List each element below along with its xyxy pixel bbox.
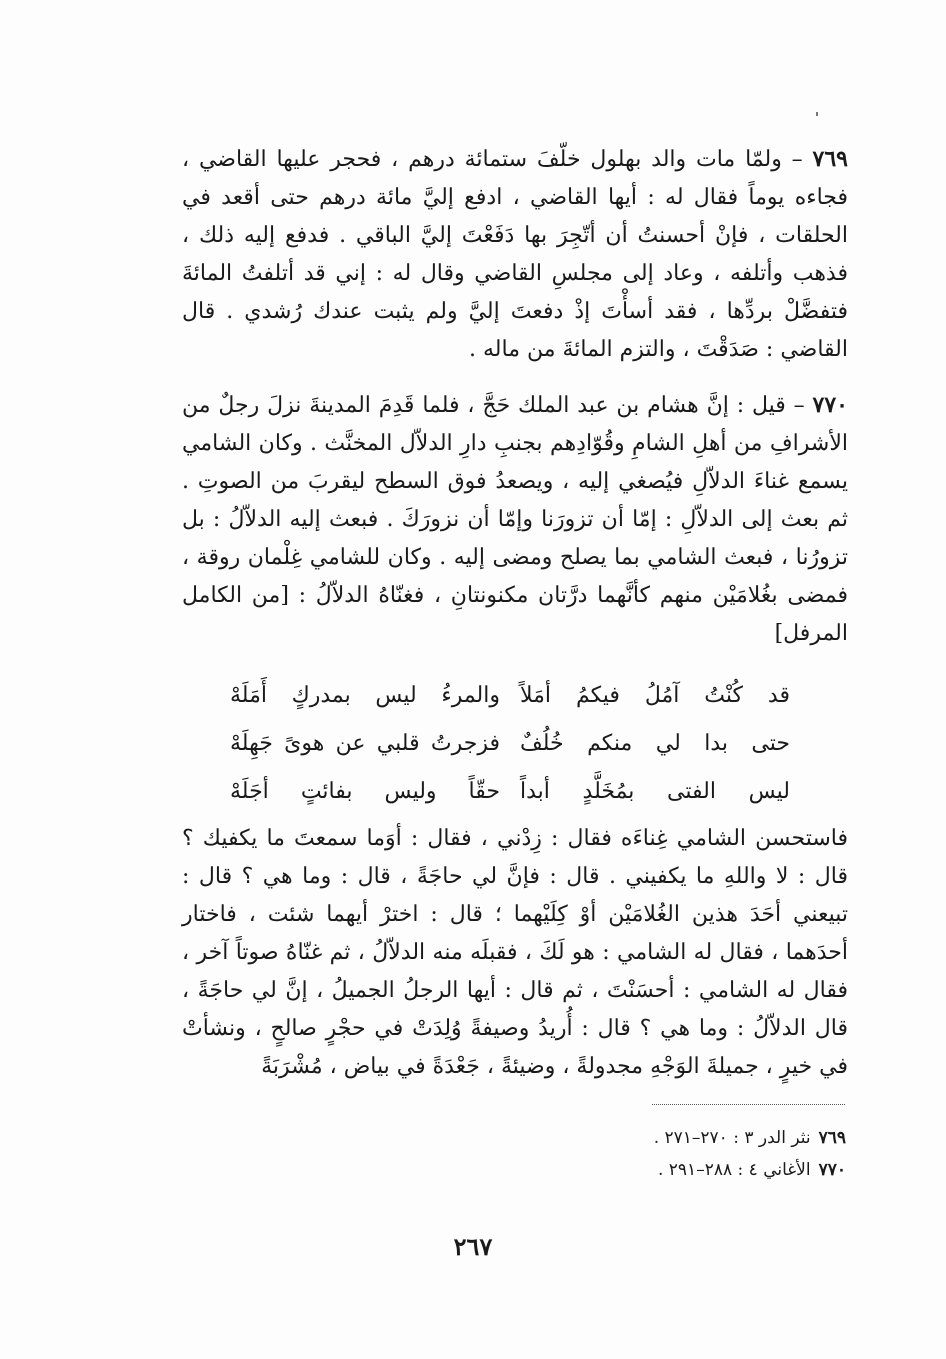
footnote-number: ٧٧٠ xyxy=(818,1160,846,1180)
footnote-item xyxy=(654,1122,846,1154)
verse-first-hemistich: ليس الفتى بمُخَلَّدٍ أبداً xyxy=(520,779,790,804)
footnote-divider xyxy=(652,1104,845,1105)
verse-line xyxy=(230,720,790,768)
entry-769-paragraph xyxy=(182,140,848,369)
page-number: ٢٦٧ xyxy=(453,1232,493,1261)
footnote-text: نثر الدر ٣ : ٢٧٠–٢٧١ . xyxy=(653,1128,811,1148)
entry-769-number: ٧٦٩ xyxy=(812,146,848,172)
verse-first-hemistich: حتى بدا لي منكم خُلُفٌ xyxy=(520,731,790,756)
footnote-item xyxy=(654,1154,846,1186)
entry-769-text: – ولمّا مات والد بهلول خلّفَ ستمائة درهم ، فحجر عليها القاضي ، فجاءه يوماً فقال له : أيها القاضي ، ادفع إليَّ مائة درهم حتى أقعد في الحلقات ، فإنْ أحسنتُ أن أتّجِرَ بها دَفَعْتَ إليَّ الباقي . فدفع إليه ذلك ، فذهب وأتلفه ، وعاد إلى مجلسِ القاضي وقال له : إني قد أتلفتُ المائةَ فتفضَّلْ بردِّها ، فقد أسأْتَ إذْ دفعتَ إليَّ ولم يثبت عندك رُشدي . قال القاضي : صَدَقْتَ ، والتزم المائةَ من ماله . xyxy=(182,147,848,362)
verse-line xyxy=(230,768,790,816)
footnote-number: ٧٦٩ xyxy=(818,1128,846,1148)
verse-second-hemistich: فزجرتُ قلبي عن هوىً جَهِلَهْ xyxy=(230,731,500,756)
ink-speck xyxy=(816,112,818,116)
footnote-text: الأغاني ٤ : ٢٨٨–٢٩١ . xyxy=(657,1160,811,1180)
entry-770-number: ٧٧٠ xyxy=(812,392,848,418)
entry-770-paragraph xyxy=(182,386,848,653)
verse-first-hemistich: قد كُنْتُ آمُلُ فيكمُ أمَلاً xyxy=(520,683,790,708)
verse-second-hemistich: حقّاً وليس بفائتٍ أجَلَهْ xyxy=(230,779,500,804)
continuation-paragraph: فاستحسن الشامي غِناءَه فقال : زِدْني ، فقال : أوَما سمعتَ ما يكفيك ؟ قال : لا واللهِ ما يكفيني . قال : فإنَّ لي حاجَةً ، قال : وما هي ؟ قال : تبيعني أحَدَ هذين الغُلامَيْن أوْ كِلَيْهما ؛ قال : اخترْ أيهما شئت ، فاختار أحدَهما ، فقال له الشامي : هو لَكَ ، فقبلَه منه الدلاّلُ ، ثم غنّاهُ صوتاً آخر ، فقال له الشامي : أحسَنْتَ ، ثم قال : أيها الرجلُ الجميلُ ، إنَّ لي حاجَةً ، قال الدلاّلُ : وما هي ؟ قال : أُريدُ وصيفةً وُلِدَتْ في حجْرٍ صالحٍ ، ونشأتْ في خيرٍ ، جميلةَ الوَجْهِ مجدولةً ، وضيئةً ، جَعْدَةً في بياض ، مُشْرَبَةً xyxy=(182,826,848,1079)
verse-second-hemistich: والمرءُ ليس بمدركٍ أَمَلَهْ xyxy=(230,683,500,708)
footnotes xyxy=(654,1122,846,1186)
verse-line xyxy=(230,672,790,720)
poem-verses xyxy=(230,672,790,816)
entry-770-text: – قيل : إنَّ هشام بن عبد الملك حَجَّ ، فلما قَدِمَ المدينةَ نزلَ رجلٌ من الأشرافِ من أهلِ الشامِ وقُوّادِهم بجنبِ دارِ الدلاّل المخنَّث . وكان الشامي يسمع غناءَ الدلاّلِ فيُصغي إليه ، ويصعدُ فوق السطح ليقربَ من الصوتِ . ثم بعث إلى الدلاّلِ : إمّا أن تزورَنا وإمّا أن نزورَكَ . فبعث إليه الدلاّلُ : بل تزورُنا ، فبعث الشامي بما يصلح ومضى إليه . وكان للشامي غِلْمان روقة ، فمضى بغُلامَيْن منهم كأنَّهما درَّتان مكنونتانِ ، فغنّاهُ الدلاّلُ : [من الكامل المرفل] xyxy=(182,393,848,646)
